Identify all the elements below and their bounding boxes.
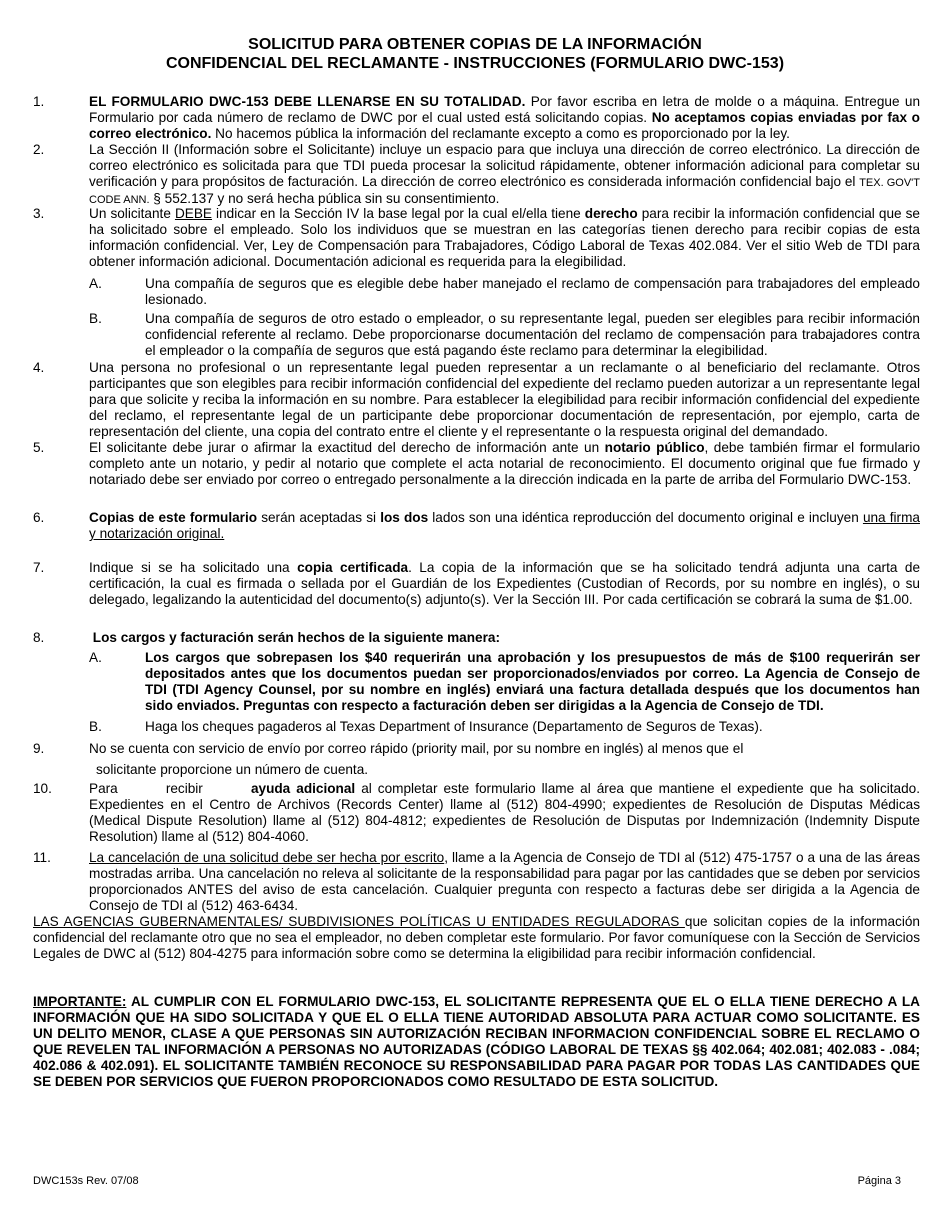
instruction-9 xyxy=(33,741,920,778)
instruction-10 xyxy=(33,781,920,845)
item-text: Indique si se ha solicitado una xyxy=(89,560,298,575)
title-line-2: CONFIDENCIAL DEL RECLAMANTE - INSTRUCCIONES (FORMULARIO DWC-153) xyxy=(165,55,785,72)
item-text: Una persona no profesional o un representante legal pueden representar a un reclamante o al beneficiario del reclamante. Otros participantes que son elegibles para recibir información confidencial del expediente del reclamo pueden autorizar a un representante legal para que solicite y reciba la información en su nombre. Para establecer la elegibilidad para recibir información confidencial del expediente del reclamo, el representante legal de un participante debe proporcionar documentación de representación, por ejemplo, carta de representación del cliente, una copia del contrato entre el cliente y el representante o la respuesta original del demandado. xyxy=(89,360,920,439)
instruction-3 xyxy=(33,206,920,270)
item-text: Por favor escriba en letra de molde o a máquina. Entregue un Formulario por cada número de reclamo de DWC por el cual usted está solicitando copias. xyxy=(89,94,920,125)
important-notice xyxy=(33,994,920,1090)
page-number: Página 3 xyxy=(857,1175,901,1187)
item-text: Un solicitante xyxy=(89,206,175,221)
instruction-8a xyxy=(89,650,920,714)
agencies-text: que solicitan copies de la información confidencial del reclamante otro que no sea el empleador, no deben completar este formulario. Por favor comuníquese con la Sección de Servicios Legales de DWC al (512) 804-4275 para información sobre como se determina la eligibilidad para recibir información confidencial. xyxy=(33,914,920,961)
item-letter: A. xyxy=(89,276,102,291)
instruction-3b xyxy=(89,311,920,359)
item-text: Los cargos y facturación serán hechos de la siguiente manera: xyxy=(89,630,500,645)
item-bold: derecho xyxy=(584,206,638,221)
item-text: El solicitante debe jurar o afirmar la exactitud del derecho de información ante un xyxy=(89,440,605,455)
instruction-6 xyxy=(33,510,920,542)
statute-citation: TEX. GOV'T CODE ANN. xyxy=(89,177,920,206)
instruction-2 xyxy=(33,142,920,208)
item-text: No hacemos pública la información del reclamante excepto a como es proporcionado por la ley. xyxy=(211,126,790,141)
item-number: 6. xyxy=(33,510,45,525)
item-bold: copia certificada xyxy=(297,560,409,575)
item-number: 7. xyxy=(33,560,45,575)
item-number: 4. xyxy=(33,360,45,375)
instruction-5 xyxy=(33,440,920,488)
item-number: 9. xyxy=(33,741,45,756)
item-bold: No aceptamos copias enviadas por fax o correo electrónico. xyxy=(89,110,920,141)
item-text: Para recibir xyxy=(89,781,251,796)
item-underline: una firma y notarización original. xyxy=(89,510,920,541)
item-text: serán aceptadas si xyxy=(257,510,381,525)
item-number: 5. xyxy=(33,440,45,455)
important-text: AL CUMPLIR CON EL FORMULARIO DWC-153, EL SOLICITANTE REPRESENTA QUE EL O ELLA TIENE DERECHO A LA INFORMACIÓN QUE HA SIDO SOLICITADA Y QUE EL O ELLA TIENE AUTORIDAD ABSOLUTA PARA ACTUAR COMO SOLICITANTE. ES UN DELITO MENOR, CLASE A QUE PERSONAS SIN AUTORIZACIÓN RECIBAN INFORMACION CONFIDENCIAL SOBRE EL RECLAMO O QUE REVELEN TAL INFORMACIÓN A PERSONAS NO AUTORIZADAS (CÓDIGO LABORAL DE TEXAS §§ 402.064; 402.081; 402.083 - .084; 402.086 & 402.091). EL SOLICITANTE TAMBIÉN RECONOCE SU RESPONSABILIDAD PARA PAGAR POR TODAS LAS CANTIDADES QUE SE DEBEN POR SERVICIOS QUE FUERON PROPORCIONADOS COMO RESULTADO DE ESTA SOLICITUD. xyxy=(33,994,920,1089)
item-letter: B. xyxy=(89,311,102,326)
item-bold: EL FORMULARIO DWC-153 DEBE LLENARSE EN SU TOTALIDAD. xyxy=(89,94,526,109)
instruction-4 xyxy=(33,360,920,440)
item-bold: ayuda adicional xyxy=(250,781,356,796)
item-text: Haga los cheques pagaderos al Texas Department of Insurance (Departamento de Seguros de Texas). xyxy=(145,719,763,734)
item-text: . La copia de la información que se ha solicitado tendrá adjunta una carta de certificación, la cual es firmada o sellada por el Guardián de los Expedientes (Custodian of Records, por su nombre en inglés), o su delegado, legalizando la autenticidad del documento(s) adjunto(s). Ver la Sección III. Por cada certificación se cobrará la suma de $1.00. xyxy=(89,560,921,607)
item-text: § 552.137 y no será hecha pública sin su consentimiento. xyxy=(149,191,500,206)
instruction-3a xyxy=(89,276,920,308)
item-underline: La cancelación de una solicitud debe ser hecha por escrito xyxy=(89,850,445,865)
item-text: , llame a la Agencia de Consejo de TDI al (512) 475-1757 o a una de las áreas mostradas arriba. Una cancelación no releva al solicitante de la responsabilidad para pagar por las cantidades que se deben por servicios proporcionados ANTES del aviso de esta cancelación. Cualquier pregunta con respecto a facturas debe ser dirigida a la Agencia de Consejo de TDI al (512) 463-6434. xyxy=(89,850,920,913)
item-text: Los cargos que sobrepasen los $40 requerirán una aprobación y los presupuestos de más de $100 requerirán ser depositados antes que los documentos puedan ser proporcionados/enviados por correo. La Agencia de Consejo de TDI (TDI Agency Counsel, por su nombre en inglés) enviará una factura detallada después que los documentos han sido enviados. Preguntas con respecto a facturación deben ser dirigidas a la Agencia de Consejo de TDI. xyxy=(145,650,920,713)
item-text: para recibir la información confidencial que se ha solicitado sobre el empleado. Solo los individuos que se muestran en las categorías tienen derecho para recibir copias de esta información confidencial. Ver, Ley de Compensación para Trabajadores, Código Laboral de Texas 402.084. Ver el sitio Web de TDI para obtener información adicional. Documentación adicional es requerida para la elegibilidad. xyxy=(89,206,920,269)
form-revision: DWC153s Rev. 07/08 xyxy=(33,1175,139,1187)
instruction-11 xyxy=(33,850,920,914)
title-line-1: SOLICITUD PARA OBTENER COPIAS DE LA INFORMACIÓN xyxy=(248,36,702,53)
item-text: solicitante proporcione un número de cuenta. xyxy=(96,762,369,777)
item-number: 8. xyxy=(33,630,45,645)
item-letter: B. xyxy=(89,719,102,734)
item-text: Una compañía de seguros de otro estado o empleador, o su representante legal, pueden ser elegibles para recibir información confidencial referente al reclamo. Debe proporcionarse documentación del reclamo de compensación para trabajadores contra el empleador o la compañía de seguros que está pagando éste reclamo para determinar la elegibilidad. xyxy=(145,311,920,358)
important-label: IMPORTANTE: xyxy=(33,994,127,1009)
instruction-7 xyxy=(33,560,920,608)
item-number: 10. xyxy=(33,781,52,796)
item-text: indicar en la Sección IV la base legal por la cual el/ella tiene xyxy=(211,206,585,221)
item-number: 2. xyxy=(33,142,45,157)
item-number: 1. xyxy=(33,94,45,109)
item-text: La Sección II (Información sobre el Solicitante) incluye un espacio para que incluya una dirección de correo electrónico. La dirección de correo electrónico es solicitada para que TDI pueda procesar la solicitud rápidamente, obtener información adicional para completar su verificación y para propósitos de facturación. La dirección de correo electrónico es considerada información confidencial bajo el xyxy=(89,142,920,189)
instruction-8b xyxy=(89,719,920,735)
item-bold: los dos xyxy=(380,510,429,525)
item-bold: Copias de este formulario xyxy=(89,510,258,525)
item-text: lados son una idéntica reproducción del documento original e incluyen xyxy=(428,510,863,525)
instruction-1 xyxy=(33,94,920,142)
item-number: 11. xyxy=(33,850,51,865)
item-letter: A. xyxy=(89,650,102,665)
item-text: No se cuenta con servicio de envío por correo rápido (priority mail, por su nombre en inglés) al menos que el xyxy=(89,741,744,756)
agencies-note xyxy=(33,914,920,962)
item-bold: notario público xyxy=(604,440,705,455)
instruction-8 xyxy=(33,630,920,646)
item-number: 3. xyxy=(33,206,45,221)
item-underline: DEBE xyxy=(174,206,212,221)
item-text: al completar este formulario llame al área que mantiene el expediente que ha solicitado. Expedientes en el Centro de Archivos (Records Center) llame al (512) 804-4990; expedientes de Resolución de Disputas Médicas (Medical Dispute Resolution) llame al (512) 804-4812; expedientes de Resolución de Disputas por Indemnización (Indemnity Dispute Resolution) llame al (512) 804-4060. xyxy=(89,781,920,844)
item-text: , debe también firmar el formulario completo ante un notario, y pedir al notario que complete el acta notarial de reconocimiento. El documento original que fue firmado y notariado debe ser enviado por correo o entregado personalmente a la dirección indicada en la parte de arriba del Formulario DWC-153. xyxy=(89,440,921,487)
item-text: Una compañía de seguros que es elegible debe haber manejado el reclamo de compensación para trabajadores del empleado lesionado. xyxy=(145,276,920,307)
page-title xyxy=(0,35,950,73)
agencies-heading: LAS AGENCIAS GUBERNAMENTALES/ SUBDIVISIONES POLÍTICAS U ENTIDADES REGULADORAS xyxy=(33,914,685,929)
